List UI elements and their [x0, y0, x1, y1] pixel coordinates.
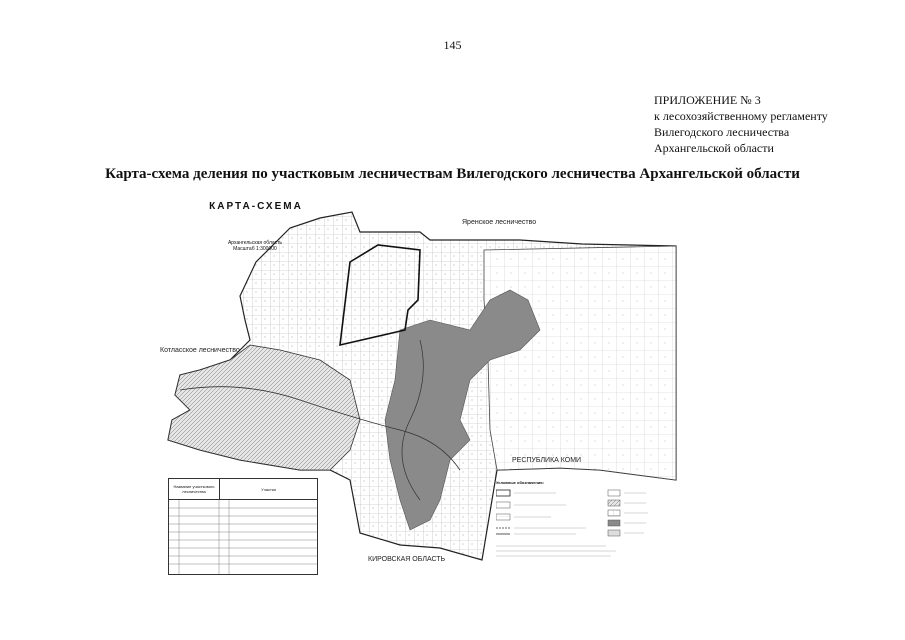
table-col-sections: Участки: [261, 486, 276, 492]
label-north: Яренское лесничество: [462, 219, 537, 226]
label-south: КИРОВСКАЯ ОБЛАСТЬ: [368, 556, 446, 563]
table-header: [169, 479, 317, 500]
appendix-line-3: Вилегодского лесничества: [654, 125, 790, 139]
map-legend: [496, 480, 656, 580]
table-rows: [169, 500, 317, 574]
table-col-name: Название участкового лесничества: [169, 479, 220, 499]
legend-swatches: [496, 488, 656, 558]
inset-subtitle-2: Масштаб 1:300000: [233, 246, 277, 252]
appendix-line-1: ПРИЛОЖЕНИЕ № 3: [654, 93, 761, 107]
legend-heading: Условные обозначения:: [496, 480, 544, 485]
label-west: Котласское лесничество: [160, 347, 240, 354]
east-block: [484, 246, 676, 480]
page-number: 145: [443, 38, 462, 52]
inset-subtitle: [180, 240, 330, 252]
inset-title: КАРТА-СХЕМА: [209, 201, 303, 212]
district-table: [168, 478, 318, 575]
page-title: Карта-схема деления по участковым лесничествам Вилегодского лесничества Архангельской области: [105, 166, 800, 182]
label-east: РЕСПУБЛИКА КОМИ: [512, 457, 582, 464]
appendix-line-2: к лесохозяйственному регламенту: [654, 109, 828, 123]
inset-subtitle-1: Архангельская область: [227, 240, 283, 246]
appendix-line-4: Архангельской области: [654, 141, 774, 155]
